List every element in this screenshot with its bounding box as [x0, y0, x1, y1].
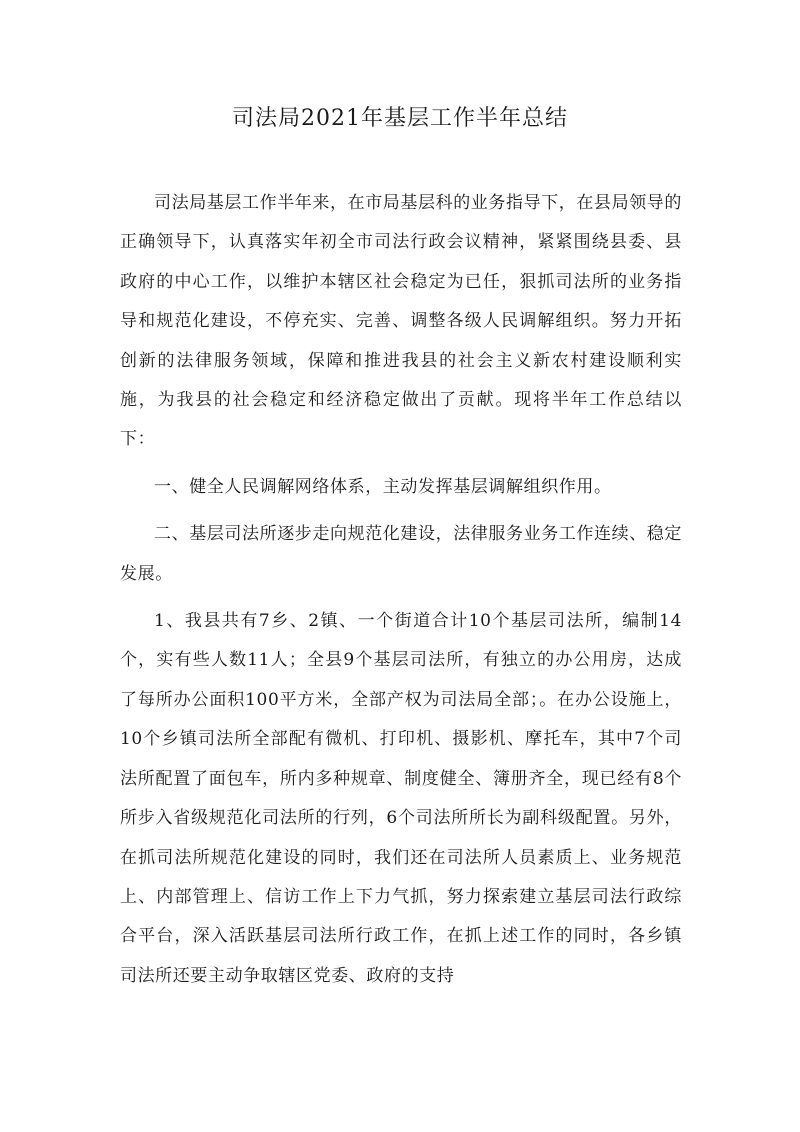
paragraph-section-one: 一、健全人民调解网络体系，主动发挥基层调解组织作用。 — [154, 476, 612, 497]
paragraph-section-two: 二、基层司法所逐步走向规范化建设，法律服务业务工作连续、稳定发展。 — [120, 524, 682, 584]
document-body — [120, 184, 682, 996]
document-title: 司法局2021年基层工作半年总结 — [232, 106, 568, 131]
paragraph-intro: 司法局基层工作半年来，在市局基层科的业务指导下，在县局领导的正确领导下，认真落实年初全市司法行政会议精神，紧紧围绕县委、县政府的中心工作，以维护本辖区社会稳定为已任，狠抓司法所的业务指导和规范化建设，不停充实、完善、调整各级人民调解组织。努力开拓创新的法律服务领域，保障和推进我县的社会主义新农村建设顺利实施，为我县的社会稳定和经济稳定做出了贡献。现将半年工作总结以下： — [120, 193, 682, 450]
paragraph-item-one: 1、我县共有7乡、2镇、一个街道合计10个基层司法所，编制14个，实有些人数11人；全县9个基层司法所，有独立的办公用房，达成了每所办公面积100平方米，全部产权为司法局全部；。在办公设施上，10个乡镇司法所全部配有微机、打印机、摄影机、摩托车，其中7个司法所配置了面包车，所内多种规章、制度健全、簿册齐全，现已经有8个所步入省级规范化司法所的行列，6个司法所所长为副科级配置。另外，在抓司法所规范化建设的同时，我们还在司法所人员素质上、业务规范上、内部管理上、信访工作上下力气抓，努力探索建立基层司法行政综合平台，深入活跃基层司法所行政工作，在抓上述工作的同时，各乡镇司法所还要主动争取辖区党委、政府的支持 — [120, 611, 682, 986]
